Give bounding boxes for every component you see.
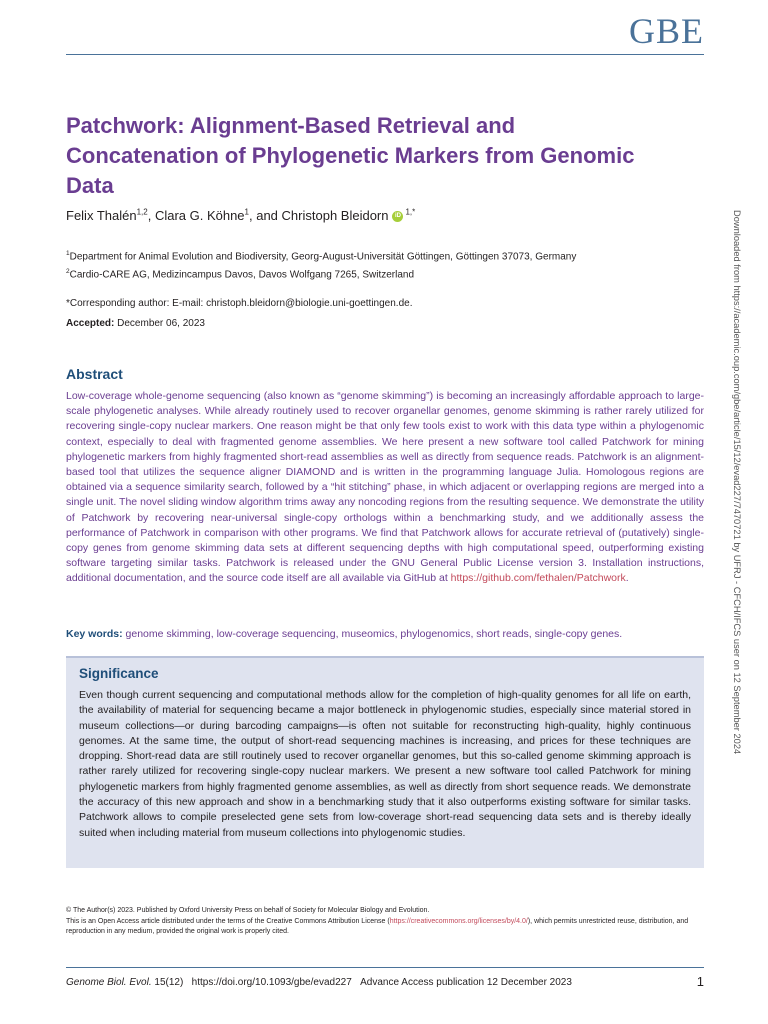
- page-number: 1: [696, 974, 704, 989]
- article-title: Patchwork: Alignment-Based Retrieval and Concatenation of Phylogenetic Markers from Genomic Data: [66, 113, 635, 198]
- affiliation-2: $^2$Cardio-CARE AG, Medizincampus Davos, Davos Wolfgang 7265, Switzerland: [66, 268, 415, 281]
- journal-logo: GBE: [629, 11, 704, 51]
- author-affil-sup: 1,*: [405, 207, 416, 217]
- abstract-text: Low-coverage whole-genome sequencing (also known as “genome skimming”) is becoming an increasingly affordable approach to large-scale phylogenetic analyses. While already routinely used to recover organellar genomes, genome skimming is rather rarely utilized for recovering single-copy nuclear markers. One reason might be that only few tools exist to work with this data type within a phylogenomic context, especially to deal with fragmented genome assemblies. We here present a new software tool called Patchwork for mining phylogenetic markers from highly fragmented short-read assemblies as well as directly from sequence reads. Patchwork is an alignment-based tool that utilizes the sequence aligner DIAMOND and is written in the programming language Julia. Homologous regions are obtained via a sequence similarity search, followed by a “hit stitching” phase, in which adjacent or overlapping regions are merged into a single unit. The novel sliding window algorithm trims away any noncoding regions from the resulting sequence. We demonstrate the utility of Patchwork by recovering near-universal single-copy orthologs within a benchmarking study, and we additionally assess the performance of Patchwork in comparison with other programs. We find that Patchwork allows for accurate retrieval of (putatively) single-copy genes from genome skimming data sets at different sequencing depths with high computational speed, outperforming existing software targeting similar tasks. Patchwork is released under the GNU General Public License version 3. Installation instructions, additional documentation, and the source code itself are all available via GitHub at https://github.com/fethalen/Patchwork.: [66, 390, 704, 585]
- significance-box: [66, 656, 704, 868]
- significance-heading: Significance: [79, 666, 159, 681]
- author-affil-sup: 1: [244, 207, 249, 217]
- license-link[interactable]: https://creativecommons.org/licenses/by/4.0/: [389, 917, 528, 925]
- orcid-icon[interactable]: iD: [392, 211, 403, 222]
- footer-rule: [66, 967, 704, 968]
- footer-citation: Genome Biol. Evol. 15(12) https://doi.org/10.1093/gbe/evad227 Advance Access publication 12 December 2023: [66, 977, 572, 988]
- license-notice: © The Author(s) 2023. Published by Oxford University Press on behalf of Society for Molecular Biology and Evolution. This is an Open Access article distributed under the terms of the Creative Commons Attribution License (https://creativecommons.org/licenses/by/4.0/), which permits unrestricted reuse, distribution, and reproduction in any medium, provided the original work is properly cited.: [66, 907, 689, 935]
- significance-text: Even though current sequencing and computational methods allow for the completion of high-quality genomes for all life on earth, the availability of material for sequencing became a major bottleneck in phylogenomic studies, especially since material stored in museum collections—or during barcoding campaigns—is often not suitable for reconstructing high-quality, highly continuous genomes. At the same time, the output of short-read sequencing machines is increasing, and prices for these techniques are dropping. Short-read data are still routinely used to recover organellar genomes, but this so-called genome skimming approach is rather rarely utilized for recovering single-copy nuclear markers. We present a new software tool called Patchwork for mining phylogenetic markers from highly fragmented genome assemblies, as well as directly from short sequence reads. We demonstrate the accuracy of this new approach and show in a benchmarking study that it also outperforms existing software for similar tasks. Patchwork allows to compile preselected gene sets from low-coverage short-read sequencing data sets and is thereby ideally suited when including material from museum collections into phylogenomic studies.: [79, 689, 691, 839]
- accepted-date: Accepted: December 06, 2023: [66, 318, 205, 329]
- doi-link[interactable]: https://doi.org/10.1093/gbe/evad227: [191, 977, 352, 988]
- author-affil-sup: 1,2: [136, 207, 148, 217]
- author-name[interactable]: Clara G. Köhne: [154, 208, 245, 223]
- header-rule: [66, 54, 704, 55]
- corresponding-author: *Corresponding author: E-mail: christoph.bleidorn@biologie.uni-goettingen.de.: [66, 298, 413, 309]
- github-link[interactable]: https://github.com/fethalen/Patchwork: [450, 572, 626, 585]
- author-list: Felix Thalén$^{1,2}$, Clara G. Köhne$^1$, and Christoph Bleidorn iD $^{1,*}$: [66, 207, 416, 223]
- author-name[interactable]: Felix Thalén: [66, 208, 137, 223]
- affiliation-1: $^1$Department for Animal Evolution and Biodiversity, Georg-August-Universität Göttingen, Göttingen 37073, Germany: [66, 250, 577, 263]
- keywords: Key words: genome skimming, low-coverage sequencing, museomics, phylogenomics, short reads, single-copy genes.: [66, 628, 623, 640]
- author-name[interactable]: Christoph Bleidorn: [281, 208, 389, 223]
- download-watermark: Downloaded from https://academic.oup.com/gbe/article/15/12/evad227/7470721 by UFRJ - CFCH/IFCS user on 12 September 2024: [732, 210, 742, 755]
- abstract-heading: Abstract: [66, 366, 123, 382]
